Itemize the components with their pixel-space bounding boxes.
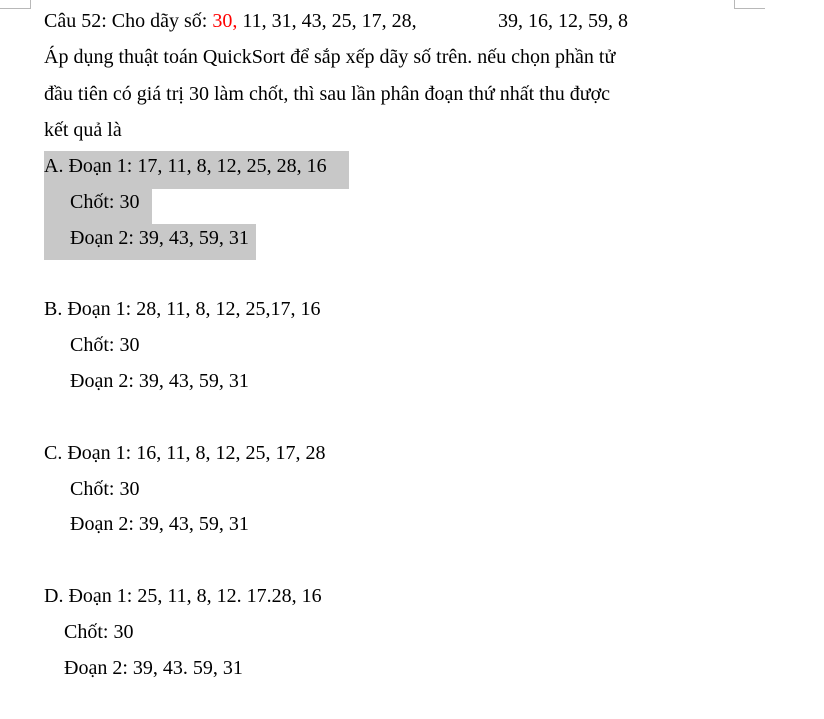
question-line-4: kết quả là	[44, 119, 122, 141]
page-corner-mark-left	[0, 0, 31, 9]
option-c-pivot[interactable]: Chốt: 30	[70, 478, 140, 500]
option-d-segment-2[interactable]: Đoạn 2: 39, 43. 59, 31	[64, 657, 243, 679]
page-corner-mark-right	[734, 0, 765, 9]
option-c-segment-1[interactable]: C. Đoạn 1: 16, 11, 8, 12, 25, 17, 28	[44, 442, 326, 464]
sequence-part-1: 11, 31, 43, 25, 17, 28,	[237, 10, 417, 32]
option-c-segment-2[interactable]: Đoạn 2: 39, 43, 59, 31	[70, 513, 249, 535]
option-a-pivot[interactable]: Chốt: 30	[70, 191, 140, 213]
option-a-segment-1[interactable]: A. Đoạn 1: 17, 11, 8, 12, 25, 28, 16	[44, 155, 327, 177]
option-d-pivot[interactable]: Chốt: 30	[64, 621, 134, 643]
option-b-segment-1[interactable]: B. Đoạn 1: 28, 11, 8, 12, 25,17, 16	[44, 298, 321, 320]
option-d-segment-1[interactable]: D. Đoạn 1: 25, 11, 8, 12. 17.28, 16	[44, 585, 322, 607]
question-line-1	[44, 7, 417, 35]
pivot-value-highlight: 30,	[212, 10, 238, 32]
option-b-pivot[interactable]: Chốt: 30	[70, 334, 140, 356]
option-b-segment-2[interactable]: Đoạn 2: 39, 43, 59, 31	[70, 370, 249, 392]
question-prefix: Câu 52: Cho dãy số:	[44, 10, 213, 32]
sequence-part-2: 39, 16, 12, 59, 8	[498, 10, 628, 32]
option-a-segment-2[interactable]: Đoạn 2: 39, 43, 59, 31	[70, 227, 249, 249]
question-line-2: Áp dụng thuật toán QuickSort để sắp xếp dãy số trên. nếu chọn phần tử	[44, 46, 616, 68]
question-line-3: đầu tiên có giá trị 30 làm chốt, thì sau lần phân đoạn thứ nhất thu được	[44, 83, 611, 105]
